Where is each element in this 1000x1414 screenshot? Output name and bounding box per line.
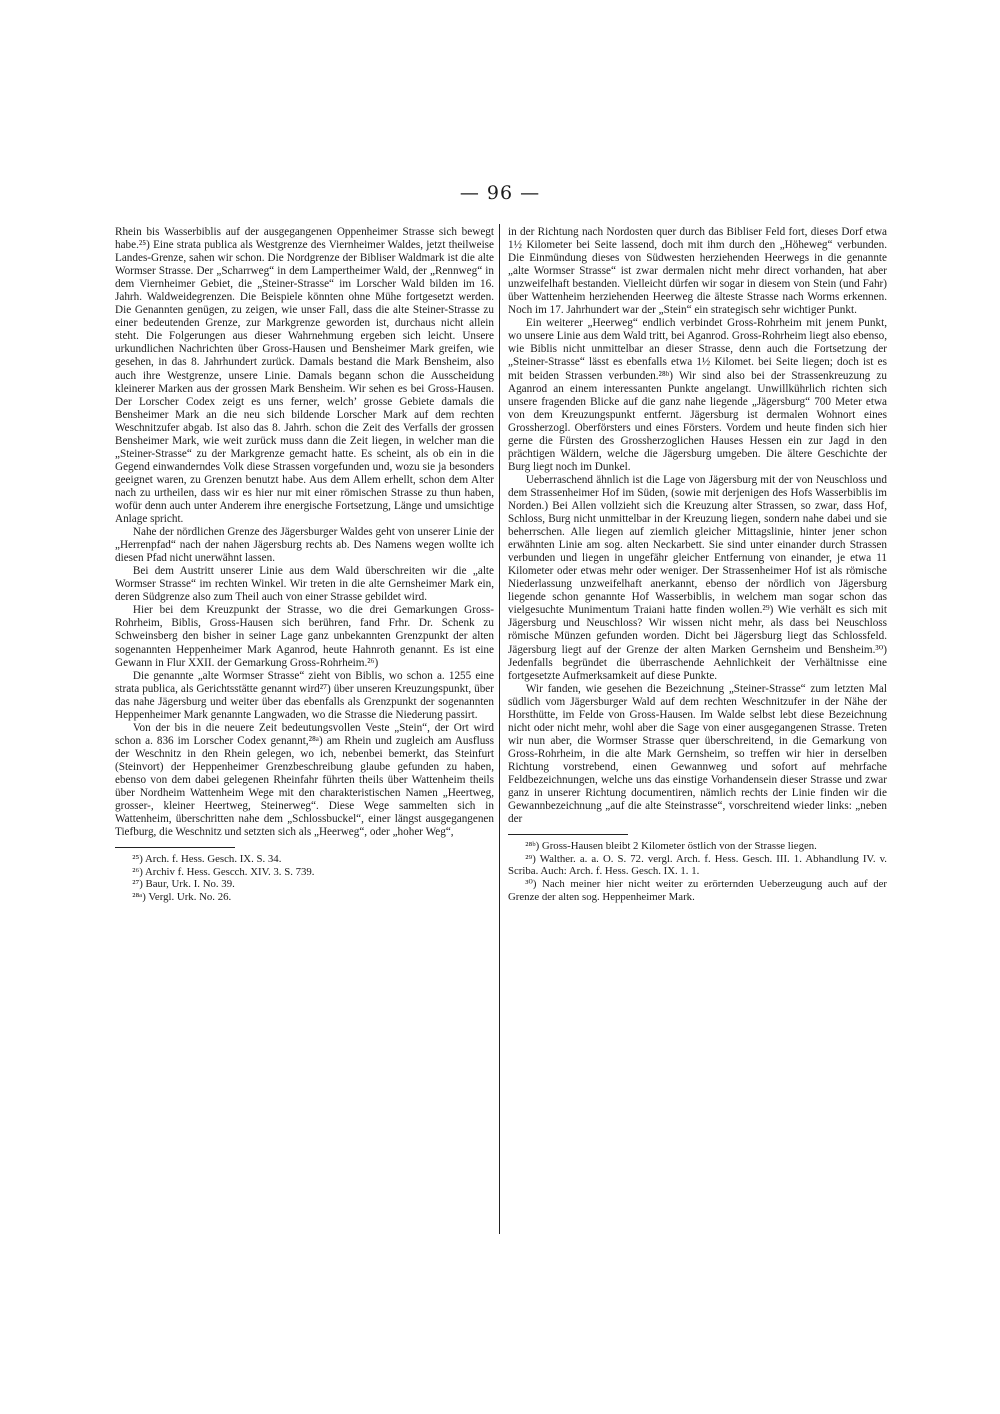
page-number: — 96 — [459,182,541,204]
left-footnote-28a: ²⁸ᵃ) Vergl. Urk. No. 26. [132,890,232,903]
right-paragraph-4: Wir fanden, wie gesehen die Bezeichnung „Steiner-Strasse“ zum letzten Mal südlich vom Jägersburger Wald auf dem rechten Weschnitzufer in der Nähe der Horsthütte, im Felde von Gross-Hausen. Im Walde selbst lebt diese Bezeichnung nicht oder nicht mehr, wohl aber die Sage von einer ausgegangenen Strasse. Treten wir nun aber, die Wormser Strasse quer überschreitend, in die Gemarkung von Gross-Rohrheim, in die alte Mark Gernsheim, so treffen wir hier in derselben Richtung vorstrebend, einen Gewannweg und sofort auf mehrfache Feldbezeichnungen, welche uns das einstige Vorhandensein dieser Strasse und zwar ganz in unserer Richtung documentiren, nämlich rechts der Linie finden wir die Gewannbezeichnung „auf die alte Steinstrasse“, vorschreitend wieder links: „neben der [508,682,887,826]
right-paragraph-3: Ueberraschend ähnlich ist die Lage von Jägersburg mit der von Neuschloss und dem Strassenheimer Hof im Süden, (sowie mit derjenigen des Hofs Wasserbiblis im Norden.) Bei Allen vollzieht sich die Kreuzung alter Strassen, so zwar, dass Hof, Schloss, Burg nicht unmittelbar in der Kreuzung liegen, sondern nahe dabei und sie beherrschen. Alle liegen auf ziemlich gleicher Mittagslinie, hinter jener schon erwähnten Linie am sog. alten Neckarbett. Sie sind unter einander durch Strassen verbunden und liegen in ungefähr gleicher Entfernung von einander, je etwa 11 Kilometer oder etwas mehr oder weniger. Der Strassenheimer Hof ist als römische Niederlassung unzweifelhaft anerkannt, ebenso der nördlich von Jägersburg liegende schon genannte Hof Wasserbiblis, in welchem man sogar schon das vielgesuchte Munimentum Traiani hatte finden wollen.²⁹) Wie verhält es sich mit Jägersburg und Neuschloss? Wir wissen nicht mehr, als dass bei Neuschloss römische Münzen gefunden worden. Dicht bei Jägersburg liegt das Schlossfeld. Jägersburg liegt auf der Grenze der alten Marken Gernsheim und Bensheim.³⁰) Jedenfalls begründet die überraschende Aehnlichkeit der Verhältnisse eine fortgesetzte Aufmerksamkeit auf diese Punkte. [508,473,887,682]
column-divider [499,224,500,1234]
left-paragraph-1: Rhein bis Wasserbiblis auf der ausgegangenen Oppenheimer Strasse sich bewegt habe.²⁵) Eine strata publica als Westgrenze des Viernheimer Waldes, jetzt theilweise Landes-Grenze, sahen wir schon. Die Nordgrenze der Bibliser Waldmark ist die alte Wormser Strasse. Der „Scharrweg“ in dem Lampertheimer Wald, der „Rennweg“ in dem Viernheimer Gebiet, die „Steiner-Strasse“ im Lorscher Wald bilden im 16. Jahrh. Waldweidegrenzen. Die Beispiele könnten ohne Mühe fortgesetzt werden. Die Genannten genügen, zu zeigen, wie unser Fall, dass die alte Steiner-Strasse zu einer bedeutenden Grenze, zur Markgrenze geworden ist, durchaus nicht allein steht. Die Folgerungen aus dieser Wahrnehmung ergeben sich leicht. Unsere urkundlichen Nachrichten über Gross-Hausen und Bensheimer Mark greifen, wie gesehen, in das 8. Jahrhundert zurück. Damals bestand die Mark Bensheim, also auch ihre Westgrenze, unsere Linie. Damals begann schon die Ausscheidung kleinerer Marken aus der grossen Mark Bensheim. Wir sehen es bei Gross-Hausen. Der Lorscher Codex zeigt es uns ferner, welch’ grosse Gebiete damals die Bensheimer Mark an die neu sich bildende Lorscher Mark auf dem rechten Weschnitzufer abgab. Ist also das 8. Jahrh. schon die Zeit des Verfalls der grossen Bensheimer Mark, wie weit zurück muss dann die Zeit liegen, in welcher man die „Steiner-Strasse“ zu der Markgrenze gemacht hatte. Es scheint, als ob ein in die Gegend einwanderndes Volk diese Strassen vorgefunden und, wozu sie ja besonders geeignet waren, zu Grenzen benutzt habe. Aus dem Allem erhellt, schon dem Alter nach zu urtheilen, dass wir es hier nur mit einer römischen Strasse zu thun haben, wofür denn auch unter Anderem ihre energische Fortsetzung, Länge und umsichtige Anlage spricht. [115,226,494,526]
right-paragraph-2: Ein weiterer „Heerweg“ endlich verbindet Gross-Rohrheim mit jenem Punkt, wo unsere Linie aus dem Wald tritt, bei Aganrod. Gross-Rohrheim liegt also ebenso, wie Biblis nicht unmittelbar an dieser Strasse, denn auch die Fortsetzung der „Steiner-Strasse“ lässt es ebenfalls etwa 1½ Kilomet. bei Seite liegen; doch ist es mit beiden Strassen verbunden.²⁸ᵇ) Wir sind also bei der Strassenkreuzung zu Aganrod an einem interessanten Punkte angelangt. Unwillkührlich richten sich unsere fragenden Blicke auf die ganz nahe liegende „Jägersburg“ 700 Meter etwa von dem Kreuzungspunkt entfernt. Jägersburg ist dermalen Wohnort eines Grossherzogl. Oberförsters und eines Försters. Vordem und heute finden sich hier gerne die Fürsten des Grossherzoglichen Hauses Hessen ein zur Jagd in den prächtigen Wäldern, welche die Jägersburg umgeben. Die ältere Geschichte der Burg liegt noch im Dunkel. [508,317,887,473]
left-paragraph-6: Von der bis in die neuere Zeit bedeutungsvollen Veste „Stein“, der Ort wird schon a. 836 im Lorscher Codex genannt,²⁸ᵃ) am Rhein und zugleich am Ausfluss der Weschnitz in den Rhein gelegen, wo ich, nebenbei bemerkt, das Steinfurt (Steinvort) der Heppenheimer Grenzbeschreibung glaube gefunden zu haben, ebenso von dem dabei gelegenen Rheinfahr führten theils über Wattenheim theils über Nordheim Wattenheim Wege mit den charakteristischen Namen „Heertweg, grosser-, kleiner Heertweg, Steinerweg“. Diese Wege sammelten sich in Wattenheim, überschritten nahe dem „Schlossbuckel“, einer längst ausgegangenen Tiefburg, die Weschnitz und setzten sich als „Heerweg“, oder „hoher Weg“, [115,721,494,839]
left-column [115,226,494,904]
right-paragraph-1: in der Richtung nach Nordosten quer durch das Bibliser Feld fort, dieses Dorf etwa 1½ Kilometer bei Seite lassend, doch mit ihm durch den „Höheweg“ verbunden. Die Einmündung dieses von Südwesten herziehenden Heerwegs in die genannte „alte Wormser Strasse“ ist zwar dermalen nicht mehr direct vorhanden, hat aber unzweifelhaft bestanden. Vielleicht dürfen wir sogar in diesem von Stein (und Fahr) über Wattenheim herziehenden Heerweg die älteste Strasse nach Worms erkennen. Noch im 17. Jahrhundert war der „Stein“ ein strategisch sehr wichtiger Punkt. [508,226,887,317]
right-footnote-rule [508,834,628,835]
left-paragraph-4: Hier bei dem Kreuzpunkt der Strasse, wo die drei Gemarkungen Gross-Rohrheim, Biblis, Gross-Hausen sich berühren, fand Frhr. Dr. Schenk zu Schweinsberg den bisher in seiner Lage ganz unbekannten Grenzpunkt der alten sogenannten Heppenheimer Mark Aganrod, heute Hahnroth genannt. Es ist eine Gewann in Flur XXII. der Gemarkung Gross-Rohrheim.²⁶) [115,604,494,669]
right-column [508,226,887,903]
right-footnote-29: ²⁹) Walther. a. a. O. S. 72. vergl. Arch. f. Hess. Gesch. III. 1. Abhandlung IV. v. Scriba. Auch: Arch. f. Hess. Gesch. IX. 1. 1. [508,852,887,878]
right-footnote-28b: ²⁸ᵇ) Gross-Hausen bleibt 2 Kilometer östlich von der Strasse liegen. [525,840,817,853]
left-footnote-25: ²⁵) Arch. f. Hess. Gesch. IX. S. 34. [132,853,282,866]
left-footnote-27: ²⁷) Baur, Urk. I. No. 39. [132,878,235,891]
right-footnote-30: ³⁰) Nach meiner hier nicht weiter zu erörternden Ueberzeugung auch auf der Grenze der alten sog. Heppenheimer Mark. [508,877,887,903]
left-paragraph-3: Bei dem Austritt unserer Linie aus dem Wald überschreiten wir die „alte Wormser Strasse“ im rechten Winkel. Wir treten in die alte Gernsheimer Mark ein, deren Südgrenze also zum Theil auch von einer Strasse gebildet wird. [115,565,494,604]
left-paragraph-5: Die genannte „alte Wormser Strasse“ zieht von Biblis, wo schon a. 1255 eine strata publica, als Gerichtsstätte genannt wird²⁷) über unseren Kreuzungspunkt, über das nahe Jägersburg und weiter über das ebenfalls als Grenzpunkt der sogenannten Heppenheimer Mark genannte Langwaden, wo die Strasse die Niederung passirt. [115,669,494,721]
left-footnote-rule [115,847,235,848]
left-paragraph-2: Nahe der nördlichen Grenze des Jägersburger Waldes geht von unserer Linie der „Herrenpfad“ nach der nahen Jägersburg rechts ab. Des Namens wegen wollte ich diesen Pfad nicht unerwähnt lassen. [115,526,494,565]
left-footnote-26: ²⁶) Archiv f. Hess. Gescch. XIV. 3. S. 739. [132,865,315,878]
